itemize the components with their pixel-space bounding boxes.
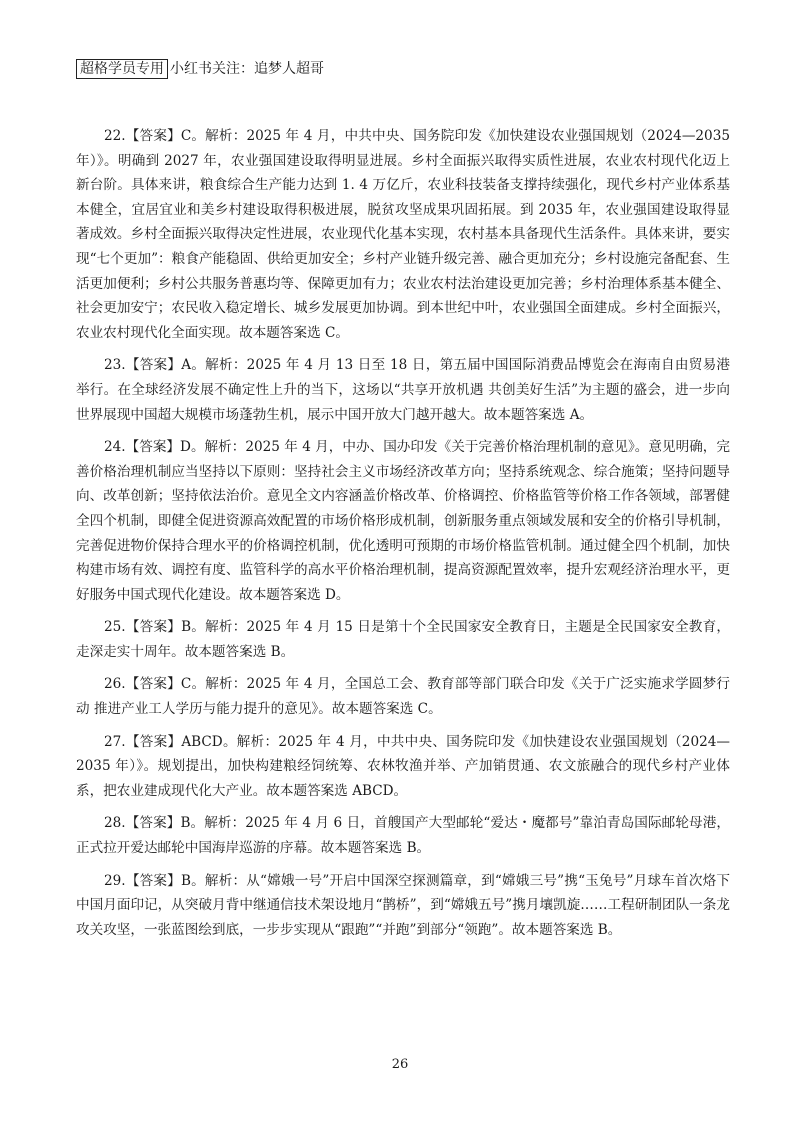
question-number: 27. — [104, 733, 126, 750]
answer-text: D。解析：2025 年 4 月，中办、国办印发《关于完善价格治理机制的意见》。意见明确，完善价格治理机制应当坚持以下原则：坚持社会主义市场经济改革方向；坚持系统观念、综合施策；坚持问题导向、改革创新；坚持依法治价。意见全文内容涵盖价格改革、价格调控、价格监管等价格工作各领域，部署健全四个机制，即健全促进资源高效配置的市场价格形成机制，创新服务重点领域发展和安全的价格引导机制，完善促进物价保持合理水平的价格调控机制，优化透明可预期的市场价格监管机制。通过健全四个机制，加快构建市场有效、调控有度、监管科学的高水平价格治理机制，提高资源配置效率，提升宏观经济治理水平，更好服务中国式现代化建设。故本题答案选 D。 — [76, 439, 731, 603]
answer-tag: 【答案】 — [125, 872, 181, 889]
question-number: 22. — [104, 128, 126, 144]
question-number: 23. — [104, 357, 126, 374]
answer-tag: 【答案】 — [125, 439, 181, 456]
answer-tag: 【答案】 — [125, 357, 182, 374]
answer-paragraph — [76, 435, 730, 607]
question-number: 28. — [104, 815, 126, 832]
page-number: 26 — [391, 1057, 409, 1072]
answer-text: B。解析：2025 年 4 月 6 日，首艘国产大型邮轮“爱达・魔都号”靠泊青岛国际邮轮母港，正式拉开爱达邮轮中国海岸巡游的序幕。故本题答案选 B。 — [76, 815, 731, 857]
question-number: 24. — [104, 439, 126, 456]
page-header — [76, 59, 324, 79]
answer-list — [76, 124, 730, 950]
question-number: 26. — [104, 676, 126, 693]
answer-text: C。解析：2025 年 4 月，中共中央、国务院印发《加快建设农业强国规划（2024—2035 年）》。明确到 2027 年，农业强国建设取得明显进展。乡村全面振兴取得实质性进展，农业农村现代化迈上新台阶。具体来讲，粮食综合生产能力达到 1. 4 万亿斤，农业科技装备支撑持续强化，现代乡村产业体系基本健全，宜居宜业和美乡村建设取得积极进展，脱贫攻坚成果巩固拓展。到 2035 年，农业强国建设取得显著成效。乡村全面振兴取得决定性进展，农业现代化基本实现，农村基本具备现代生活条件。具体来讲，要实现“七个更加”：粮食产能稳固、供给更加安全；乡村产业链升级完善、融合更加充分；乡村设施完备配套、生活更加便利；乡村公共服务普惠均等、保障更加有力；农业农村法治建设更加完善；乡村治理体系基本健全、社会更加安宁；农民收入稳定增长、城乡发展更加协调。到本世纪中叶，农业强国全面建成。乡村全面振兴，农业农村现代化全面实现。故本题答案选 C。 — [76, 128, 731, 341]
answer-text: ABCD。解析：2025 年 4 月，中共中央、国务院印发《加快建设农业强国规划（2024—2035 年）》。规划提出，加快构建粮经饲统筹、农林牧渔并举、产加销贯通、农文旅融合的现代乡村产业体系，把农业建成现代化大产业。故本题答案选 ABCD。 — [76, 733, 730, 799]
header-badge: 超格学员专用 — [76, 59, 168, 79]
answer-paragraph — [76, 730, 730, 804]
header-follow-text: 小红书关注：追梦人超哥 — [170, 61, 324, 77]
answer-text: C。解析：2025 年 4 月，全国总工会、教育部等部门联合印发《关于广泛实施求学圆梦行动 推进产业工人学历与能力提升的意见》。故本题答案选 C。 — [76, 676, 731, 718]
question-number: 25. — [104, 619, 126, 636]
answer-tag: 【答案】 — [125, 619, 182, 636]
answer-paragraph — [76, 811, 730, 860]
answer-paragraph — [76, 353, 730, 427]
answer-text: A。解析：2025 年 4 月 13 日至 18 日，第五届中国国际消费品博览会在海南自由贸易港举行。在全球经济发展不确定性上升的当下，这场以“共享开放机遇 共创美好生活”为主题的盛会，进一步向世界展现中国超大规模市场蓬勃生机，展示中国开放大门越开越大。故本题答案选 A。 — [76, 357, 731, 423]
answer-paragraph — [76, 615, 730, 664]
question-number: 29. — [104, 872, 126, 889]
answer-paragraph — [76, 672, 730, 721]
answer-tag: 【答案】 — [125, 733, 182, 750]
answer-paragraph — [76, 124, 730, 345]
answer-text: B。解析：从“嫦娥一号”开启中国深空探测篇章，到“嫦娥三号”携“玉兔号”月球车首次烙下中国月面印记，从突破月背中继通信技术架设地月“鹊桥”，到“嫦娥五号”携月壤凯旋……工程研制团队一条龙攻关攻坚，一张蓝图绘到底，一步步实现从“跟跑”“并跑”到部分“领跑”。故本题答案选 B。 — [76, 872, 730, 938]
answer-paragraph — [76, 869, 730, 943]
answer-tag: 【答案】 — [125, 815, 181, 832]
answer-tag: 【答案】 — [125, 676, 181, 693]
answer-text: B。解析：2025 年 4 月 15 日是第十个全民国家安全教育日，主题是全民国家安全教育，走深走实十周年。故本题答案选 B。 — [76, 619, 730, 660]
answer-tag: 【答案】 — [125, 128, 181, 144]
